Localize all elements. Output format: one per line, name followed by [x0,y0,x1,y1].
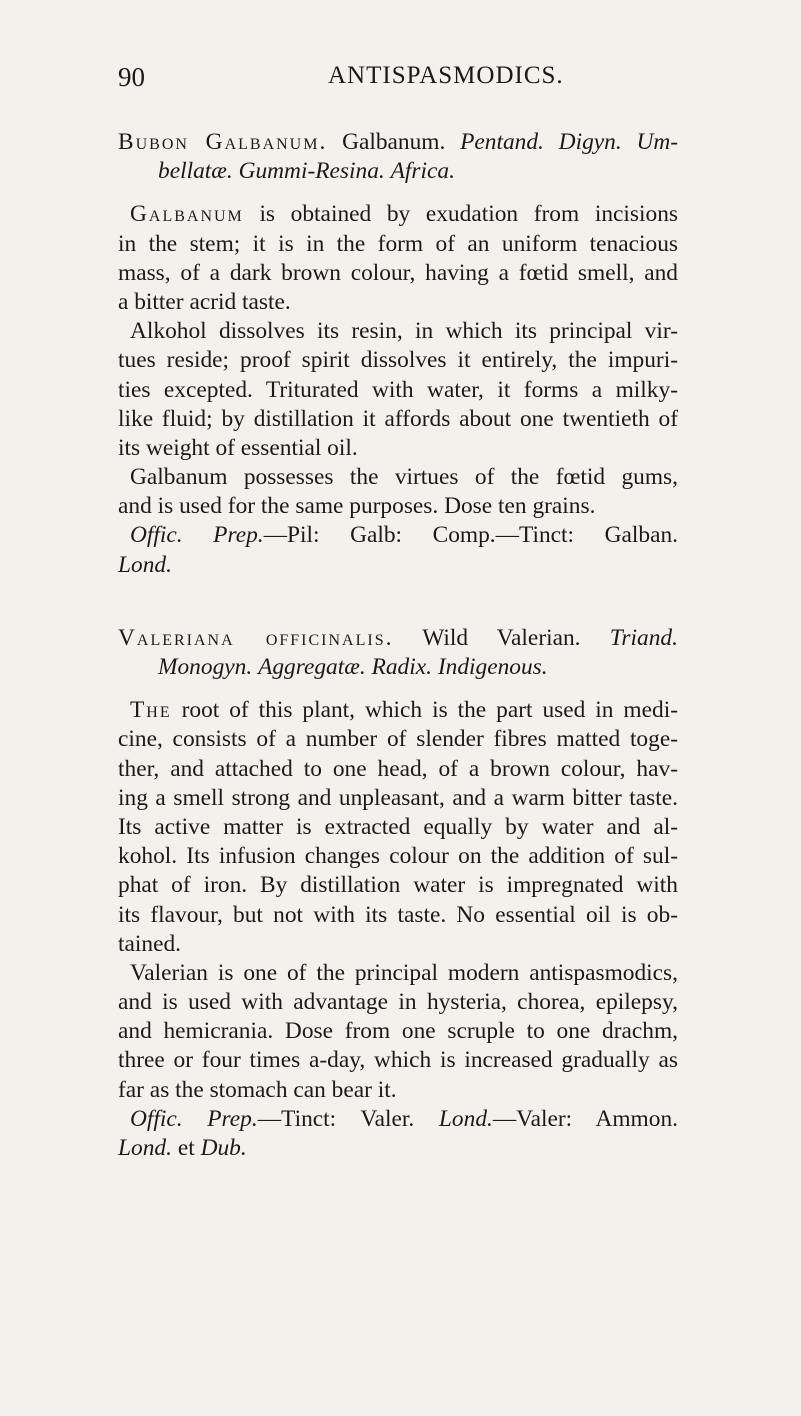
galbanum-heading-line-2: bellatæ. Gummi-Resina. Africa. [158,158,455,185]
valeriana-p1-line-2: cine, consists of a number of slender fibres matted toge- [118,726,678,753]
galbanum-p1-line-1: Galbanum is obtained by exudation from incisions [130,201,678,228]
galbanum-p2-line-2: tues reside; proof spirit dissolves it entirely, the impuri- [118,347,678,374]
galbanum-offic-line-1: Offic. Prep.—Pil: Galb: Comp.—Tinct: Galban. [130,522,678,549]
running-title: ANTISPASMODICS. [328,62,564,89]
galbanum-p3-line-2: and is used for the same purposes. Dose ten grains. [118,493,596,520]
page-header [118,62,678,102]
galbanum-p2-line-5: its weight of essential oil. [118,434,358,461]
galbanum-p1-line-4: a bitter acrid taste. [118,288,291,315]
valeriana-offic-line-2: Lond. et Dub. [118,1135,247,1161]
galbanum-p1-line-3: mass, of a dark brown colour, having a fœtid smell, and [118,259,678,286]
galbanum-heading-line-1: Bubon Galbanum. Galbanum. Pentand. Digyn. Um- [118,129,679,155]
valeriana-p2-line-1: Valerian is one of the principal modern antispasmodics, [130,959,678,986]
valeriana-p1-line-5: Its active matter is extracted equally by water and al- [118,813,678,840]
galbanum-p3-line-1: Galbanum possesses the virtues of the fœtid gums, [130,464,678,491]
valeriana-p1-line-3: ther, and attached to one head, of a brown colour, hav- [118,755,678,782]
valeriana-p1-line-6: kohol. Its infusion changes colour on the addition of sul- [118,843,678,870]
valeriana-p2-line-4: three or four times a-day, which is increased gradually as [118,1047,678,1074]
galbanum-offic-line-2: Lond. [118,551,172,578]
galbanum-p2-line-3: ties excepted. Triturated with water, it forms a milky- [118,376,678,403]
valeriana-offic-line-1: Offic. Prep.—Tinct: Valer. Lond.—Valer: Ammon. [130,1105,678,1132]
valeriana-p1-line-4: ing a smell strong and unpleasant, and a warm bitter taste. [118,784,678,811]
valeriana-p2-line-3: and hemicrania. Dose from one scruple to one drachm, [118,1018,678,1045]
valeriana-p1-line-9: tained. [118,930,181,957]
valeriana-p2-line-5: far as the stomach can bear it. [118,1076,397,1103]
valeriana-heading-line-2: Monogyn. Aggregatæ. Radix. Indigenous. [158,654,548,680]
valeriana-p1-line-1: The root of this plant, which is the part used in medi- [130,697,678,724]
galbanum-p1-line-2: in the stem; it is in the form of an uniform tenacious [118,230,678,257]
page-number: 90 [118,62,145,92]
galbanum-p2-line-4: like fluid; by distillation it affords about one twentieth of [118,405,678,432]
valeriana-p2-line-2: and is used with advantage in hysteria, chorea, epilepsy, [118,989,678,1016]
valeriana-p1-line-8: its flavour, but not with its taste. No essential oil is ob- [118,901,678,928]
galbanum-p2-line-1: Alkohol dissolves its resin, in which its principal vir- [130,318,678,345]
body-text [118,128,678,1163]
valeriana-heading-line-1: Valeriana officinalis. Wild Valerian. Triand. [118,624,678,651]
valeriana-p1-line-7: phat of iron. By distillation water is impregnated with [118,872,678,899]
